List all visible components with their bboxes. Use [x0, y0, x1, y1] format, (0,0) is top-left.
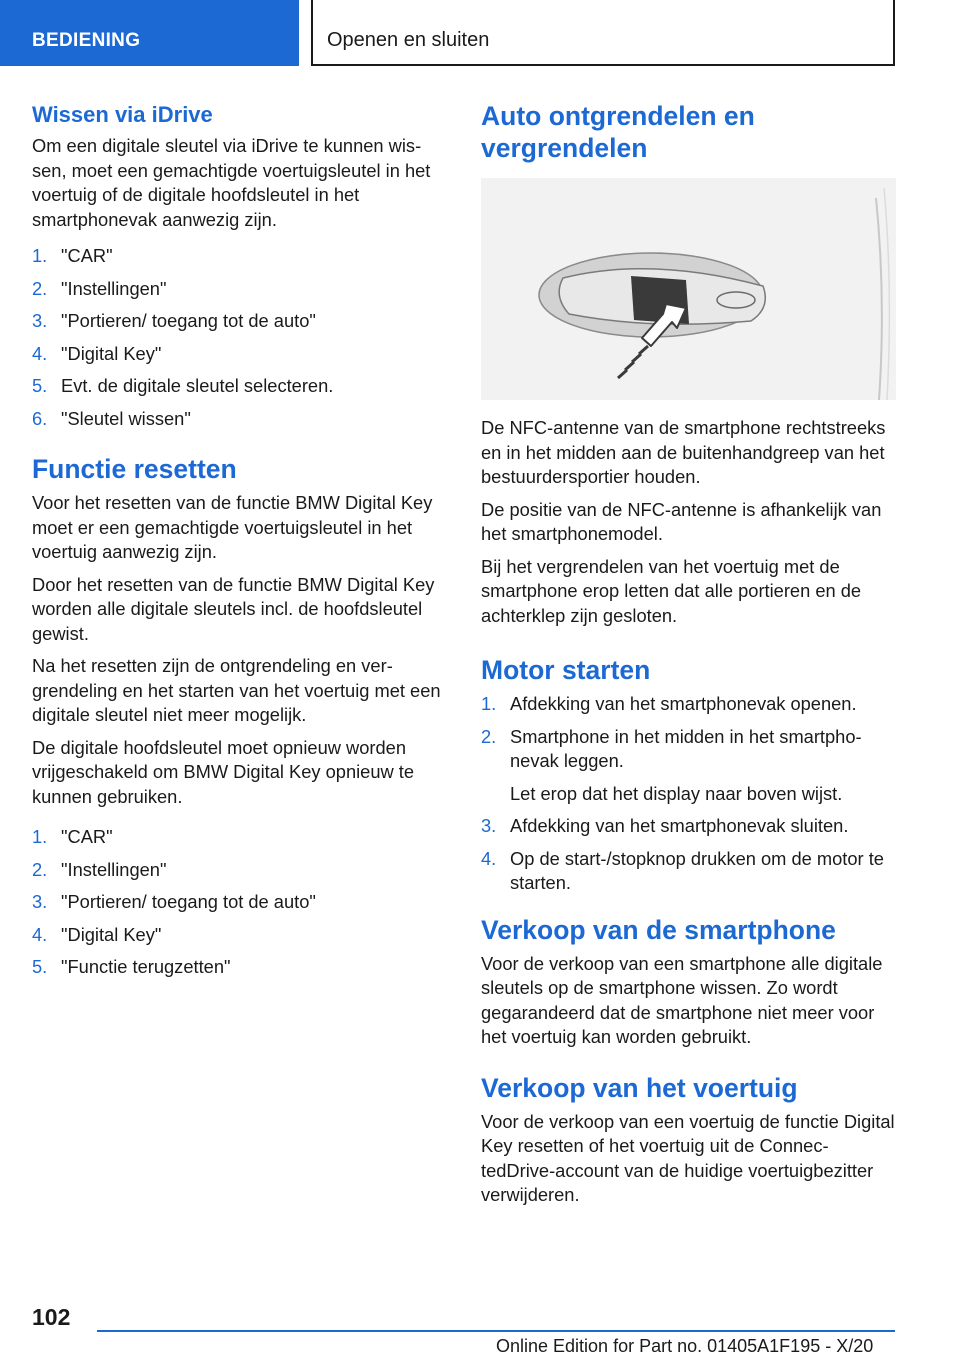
lock-heading: Auto ontgrendelen en vergrendelen [481, 101, 755, 163]
footer-divider [97, 1330, 895, 1332]
edition-text: Online Edition for Part no. 01405A1F195 - X/20 [496, 1336, 874, 1356]
list-item: 1. "CAR" [32, 245, 113, 266]
wipe-steps [32, 244, 442, 431]
list-item: 1. Afdekking van het smartphonevak openen. [481, 693, 857, 714]
reset-paragraph: Na het resetten zijn de ontgrendeling en vergrendeling en het starten van het voertuig met een digitale sleutel niet meer mogelijk. [32, 655, 441, 725]
list-item: 3. Afdekking van het smartphonevak sluiten. [481, 815, 849, 836]
list-item: 5. "Functie terugzetten" [32, 956, 231, 977]
page-header [0, 0, 960, 66]
door-handle-icon [481, 178, 896, 400]
wipe-heading: Wissen via iDrive [32, 102, 213, 127]
chapter-tab [311, 0, 895, 66]
start-steps [481, 692, 896, 896]
page-number: 102 [32, 1304, 71, 1330]
chapter-label: Openen en sluiten [327, 29, 490, 51]
lock-paragraph: Bij het vergrendelen van het voertuig met de smartphone erop letten dat alle portieren en de achterklep zijn gesloten. [481, 555, 862, 626]
start-heading: Motor starten [481, 655, 651, 685]
list-item: 1. "CAR" [32, 826, 113, 847]
reset-paragraph: Door het resetten van de functie BMW Digital Key worden alle digitale sleutels incl. de hoofdsleutel gewist. [32, 573, 435, 644]
reset-heading: Functie resetten [32, 454, 237, 484]
list-item: 2. "Instellingen" [32, 858, 167, 880]
sell-phone-heading: Verkoop van de smartphone [481, 914, 836, 945]
right-column [481, 100, 896, 1208]
reset-steps [32, 825, 442, 980]
lock-paragraph: De positie van de NFC-antenne is afhankelijk van het smartphonemodel. [481, 498, 882, 544]
list-item: 4. "Digital Key" [32, 923, 162, 945]
section-tab [0, 0, 299, 66]
sell-phone-text: Voor de verkoop van een smartphone alle digitale sleutels op de smartphone wissen. Zo wordt gegarandeerd dat de smartphone niet meer voor het voertuig kan worden gebruikt. [481, 952, 883, 1047]
sell-car-heading: Verkoop van het voertuig [481, 1072, 798, 1103]
door-handle-illustration [481, 178, 896, 400]
wipe-text: Om een digitale sleutel via iDrive te kunnen wissen, moet een gemachtigde voertuigsleutel in het voertuig of de digitale hoofdsleutel in het smartphonevak aanwezig zijn. [32, 135, 431, 230]
left-column [32, 100, 442, 988]
list-item: 5. Evt. de digitale sleutel selecteren. [32, 375, 334, 396]
list-item: 6. "Sleutel wissen" [32, 407, 191, 429]
step-note: Let erop dat het display naar boven wijst. [510, 782, 843, 804]
list-item: 3. "Portieren/ toegang tot de auto" [32, 310, 316, 331]
list-item: 4. Op de start-/stopknop drukken om de motor te starten. [481, 847, 884, 893]
lock-paragraph: De NFC-antenne van de smartphone rechtstreeks en in het midden aan de buitenhandgreep van het bestuurdersportier houden. [481, 417, 886, 487]
reset-paragraph: Voor het resetten van de functie BMW Digital Key moet er een gemachtigde voertuigsleutel in het voertuig aanwezig zijn. [32, 492, 433, 562]
list-item: 3. "Portieren/ toegang tot de auto" [32, 891, 316, 912]
sell-car-text: Voor de verkoop van een voertuig de functie Digital Key resetten of het voertuig uit de ConnectedDrive-account van de huidige voertuigbezitter verwijderen. [481, 1110, 895, 1205]
list-item: 2. "Instellingen" [32, 277, 167, 299]
list-item: 4. "Digital Key" [32, 342, 162, 364]
section-label: BEDIENING [32, 30, 141, 51]
list-item: 2. Smartphone in het midden in het smartphonevak leggen. Let erop dat het display naar boven wijst. [481, 725, 896, 807]
reset-paragraph: De digitale hoofdsleutel moet opnieuw worden vrijgeschakeld om BMW Digital Key opnieuw te kunnen gebruiken. [32, 736, 415, 807]
